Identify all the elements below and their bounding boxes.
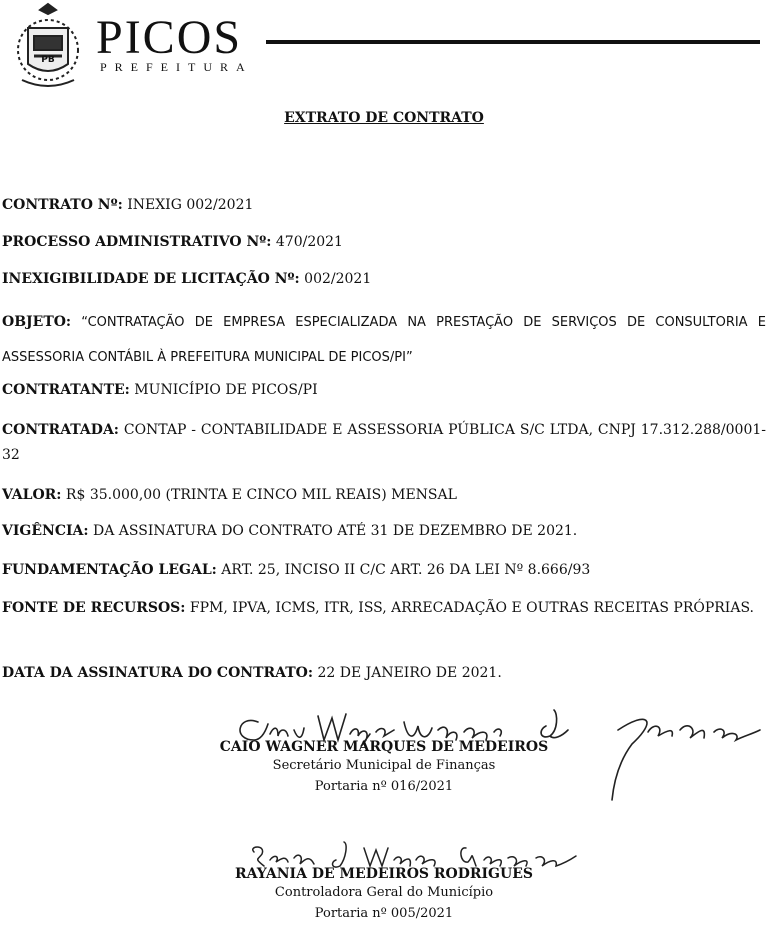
field-label: CONTRATANTE: xyxy=(2,382,130,398)
field-label: PROCESSO ADMINISTRATIVO Nº: xyxy=(2,234,272,250)
field-label: CONTRATO Nº: xyxy=(2,197,123,213)
signatory-name: CAIO WAGNER MARQUES DE MEDEIROS xyxy=(219,739,549,755)
field-contrato xyxy=(2,194,766,216)
field-fonte-recursos xyxy=(2,596,766,621)
field-label: OBJETO: xyxy=(2,314,72,330)
signatory-portaria: Portaria nº 005/2021 xyxy=(314,906,454,921)
field-processo xyxy=(2,231,766,253)
field-label: FUNDAMENTAÇÃO LEGAL: xyxy=(2,562,217,578)
field-value: 22 DE JANEIRO DE 2021. xyxy=(313,665,502,681)
signatory-role: Controladora Geral do Município xyxy=(274,885,494,900)
field-valor xyxy=(2,484,766,506)
field-label: VALOR: xyxy=(2,487,62,503)
signature-block-1 xyxy=(0,739,768,797)
field-label: INEXIGIBILIDADE DE LICITAÇÃO Nº: xyxy=(2,271,300,287)
field-objeto xyxy=(2,305,766,375)
field-vigencia xyxy=(2,520,766,542)
field-data-assinatura xyxy=(2,662,766,684)
brand-logo xyxy=(96,11,253,75)
field-value: MUNICÍPIO DE PICOS/PI xyxy=(129,382,318,398)
field-value: CONTAP - CONTABILIDADE E ASSESSORIA PÚBLICA S/C LTDA, CNPJ 17.312.288/0001-32 xyxy=(2,422,766,463)
svg-text:PB: PB xyxy=(41,55,55,65)
field-value: 470/2021 xyxy=(271,234,343,250)
field-label: DATA DA ASSINATURA DO CONTRATO: xyxy=(2,665,313,681)
field-contratada xyxy=(2,418,766,468)
signatory-name: RAYANIA DE MEDEIROS RODRIGUES xyxy=(235,866,533,882)
brand-subtitle: PREFEITURA xyxy=(100,60,253,74)
field-value: “CONTRATAÇÃO DE EMPRESA ESPECIALIZADA NA PRESTAÇÃO DE SERVIÇOS DE CONSULTORIA E ASSESSORIA CONTÁBIL À PREFEITURA MUNICIPAL DE PICOS/PI” xyxy=(2,315,766,365)
signatory-portaria: Portaria nº 016/2021 xyxy=(314,779,454,794)
header-rule xyxy=(266,40,760,44)
field-value: DA ASSINATURA DO CONTRATO ATÉ 31 DE DEZEMBRO DE 2021. xyxy=(88,523,578,539)
field-label: CONTRATADA: xyxy=(2,422,119,438)
field-value: ART. 25, INCISO II C/C ART. 26 DA LEI Nº 8.666/93 xyxy=(216,562,591,578)
brand-name: PICOS xyxy=(96,11,243,64)
field-inexigibilidade xyxy=(2,268,766,290)
field-label: FONTE DE RECURSOS: xyxy=(2,600,186,616)
field-value: R$ 35.000,00 (TRINTA E CINCO MIL REAIS) MENSAL xyxy=(61,487,457,503)
signatory-role: Secretário Municipal de Finanças xyxy=(272,758,496,773)
document-title: EXTRATO DE CONTRATO xyxy=(284,110,484,126)
field-contratante xyxy=(2,379,766,401)
municipal-seal-icon xyxy=(8,0,88,92)
signature-block-2 xyxy=(0,866,768,924)
field-value: FPM, IPVA, ICMS, ITR, ISS, ARRECADAÇÃO E OUTRAS RECEITAS PRÓPRIAS. xyxy=(185,600,754,616)
field-label: VIGÊNCIA: xyxy=(2,523,89,539)
field-fundamentacao xyxy=(2,559,766,581)
field-value: 002/2021 xyxy=(299,271,372,287)
field-value: INEXIG 002/2021 xyxy=(122,197,254,213)
